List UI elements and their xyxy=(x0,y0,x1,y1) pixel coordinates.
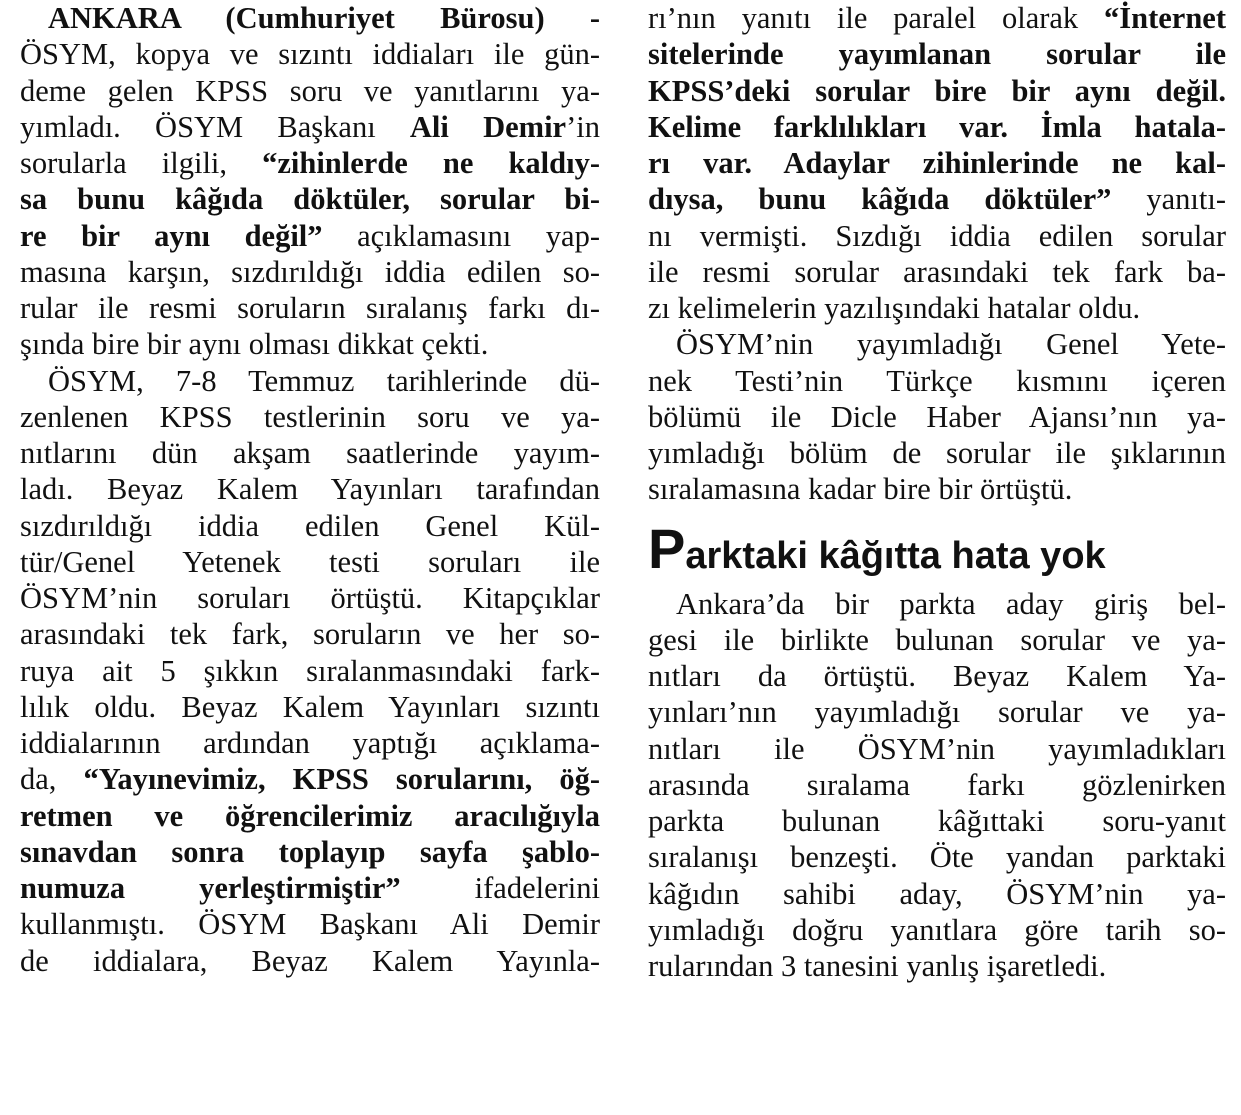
text-segment: ifadelerini xyxy=(400,871,601,905)
bold-text-segment: Ali Demir xyxy=(409,109,567,144)
text-segment: kâğıdın sahibi aday, ÖSYM’nin ya- xyxy=(648,876,1226,911)
text-line xyxy=(648,109,1226,145)
bold-text-segment: rı var. Adaylar zihinlerinde ne kal- xyxy=(648,146,1226,180)
text-segment: ÖSYM’nin yayımladığı Genel Yete- xyxy=(676,327,1226,362)
bold-text-segment: re bir aynı değil” xyxy=(20,218,323,253)
text-line xyxy=(20,254,600,290)
text-line xyxy=(20,36,600,72)
bold-text-segment: numuza yerleştirmiştir” xyxy=(20,871,401,905)
text-line xyxy=(648,0,1226,36)
text-segment: yınları’nın yayımladığı sorular ve ya- xyxy=(648,695,1226,730)
text-line xyxy=(20,653,600,689)
right-column-bottom-text xyxy=(648,586,1226,985)
text-line xyxy=(648,803,1226,839)
text-line xyxy=(20,326,600,362)
text-line xyxy=(20,580,600,616)
text-segment: sızdırıldığı iddia edilen Genel Kül- xyxy=(20,508,600,543)
text-segment: kullanmıştı. ÖSYM Başkanı Ali Demir xyxy=(20,907,600,942)
text-line xyxy=(20,906,600,942)
text-segment: yımladığı bölüm de sorular ile şıklarının xyxy=(648,436,1226,470)
text-line xyxy=(648,658,1226,694)
text-segment: ÖSYM’nin soruları örtüştü. Kitapçıklar xyxy=(20,581,600,615)
text-line xyxy=(20,761,600,797)
subheading-text: arktaki kâğıtta hata yok xyxy=(685,534,1106,577)
text-line xyxy=(20,616,600,652)
text-segment: iddialarının ardından yaptığı açıklama- xyxy=(20,726,600,760)
subheading-initial: P xyxy=(648,516,686,580)
text-segment: nıtlarını dün akşam saatlerinde yayım- xyxy=(20,436,600,470)
text-line xyxy=(20,870,600,906)
text-segment: tür/Genel Yetenek testi soruları ile xyxy=(20,544,600,579)
text-segment: ÖSYM, 7-8 Temmuz tarihlerinde dü- xyxy=(48,363,600,398)
bold-text-segment: Kelime farklılıkları var. İmla hatala- xyxy=(648,109,1226,144)
bold-text-segment: sa bunu kâğıda döktüler, sorular bi- xyxy=(20,182,600,217)
right-column-top-text xyxy=(648,0,1226,508)
text-segment: yımladığı doğru yanıtlara göre tarih so- xyxy=(648,912,1226,947)
text-line xyxy=(648,363,1226,399)
text-segment: Ankara’da bir parkta aday giriş bel- xyxy=(676,586,1226,621)
text-segment: da, xyxy=(20,762,84,797)
text-line xyxy=(648,839,1226,875)
text-line xyxy=(648,471,1226,507)
text-line xyxy=(648,912,1226,948)
text-segment: rularından 3 tanesini yanlış işaretledi. xyxy=(648,949,1107,983)
article-left-column xyxy=(20,0,600,979)
text-line xyxy=(648,218,1226,254)
bold-text-segment: sınavdan sonra toplayıp sayfa şablo- xyxy=(20,834,600,869)
text-segment: nıtları ile ÖSYM’nin yayımladıkları xyxy=(648,731,1226,766)
text-line xyxy=(20,109,600,145)
text-segment: deme gelen KPSS soru ve yanıtlarını ya- xyxy=(20,73,600,108)
text-segment: ÖSYM, kopya ve sızıntı iddiaları ile gün- xyxy=(20,37,600,72)
text-line xyxy=(20,290,600,326)
text-line xyxy=(648,731,1226,767)
bold-text-segment: dıysa, bunu kâğıda döktüler” xyxy=(648,182,1112,217)
text-segment: rı’nın yanıtı ile paralel olarak xyxy=(648,1,1105,35)
text-segment: parkta bulunan kâğıttaki soru-yanıt xyxy=(648,804,1226,838)
bold-text-segment: “zihinlerde ne kaldıy- xyxy=(262,146,600,180)
text-line xyxy=(648,622,1226,658)
text-line xyxy=(20,363,600,399)
text-line xyxy=(648,767,1226,803)
text-line xyxy=(20,0,600,36)
text-segment: ruya ait 5 şıkkın sıralanmasındaki fark- xyxy=(20,653,600,688)
text-line xyxy=(20,181,600,217)
bold-text-segment: “İnternet xyxy=(1104,1,1226,35)
text-segment: rular ile resmi soruların sıralanış farkı dı- xyxy=(20,291,600,325)
text-line xyxy=(20,218,600,254)
text-line xyxy=(20,798,600,834)
text-line xyxy=(648,399,1226,435)
text-segment: sorularla ilgili, xyxy=(20,146,263,180)
bold-text-segment: “Yayınevimiz, KPSS sorularını, öğ- xyxy=(83,762,600,797)
text-line xyxy=(20,399,600,435)
article-right-column xyxy=(648,0,1226,984)
bold-text-segment: retmen ve öğrencilerimiz aracılığıyla xyxy=(20,798,600,833)
text-line xyxy=(648,73,1226,109)
text-line xyxy=(20,725,600,761)
text-segment: yımladı. ÖSYM Başkanı xyxy=(20,109,410,144)
text-line xyxy=(648,36,1226,72)
text-segment: nıtları da örtüştü. Beyaz Kalem Ya- xyxy=(648,659,1226,693)
text-segment: arasındaki tek fark, soruların ve her so- xyxy=(20,617,600,652)
text-segment: arasında sıralama farkı gözlenirken xyxy=(648,767,1226,802)
text-segment: ile resmi sorular arasındaki tek fark ba- xyxy=(648,254,1226,289)
text-line xyxy=(20,508,600,544)
bold-text-segment: sitelerinde yayımlanan sorular ile xyxy=(648,37,1226,72)
text-segment: de iddialara, Beyaz Kalem Yayınla- xyxy=(20,943,600,978)
text-line xyxy=(20,471,600,507)
text-segment: ladı. Beyaz Kalem Yayınları tarafından xyxy=(20,472,600,507)
text-segment: açıklamasını yap- xyxy=(322,218,600,253)
text-line xyxy=(648,326,1226,362)
bold-text-segment: KPSS’deki sorular bire bir aynı değil. xyxy=(648,73,1226,108)
text-segment: nı vermişti. Sızdığı iddia edilen sorular xyxy=(648,218,1226,253)
text-line xyxy=(20,834,600,870)
text-line xyxy=(648,145,1226,181)
text-line xyxy=(20,943,600,979)
text-segment: gesi ile birlikte bulunan sorular ve ya- xyxy=(648,622,1226,657)
subheading xyxy=(648,514,1226,584)
text-segment: ’in xyxy=(566,109,600,144)
text-segment: lılık oldu. Beyaz Kalem Yayınları sızıntı xyxy=(20,689,600,724)
text-segment: sıralanışı benzeşti. Öte yandan parktaki xyxy=(648,840,1226,875)
text-segment: sıralamasına kadar bire bir örtüştü. xyxy=(648,472,1073,507)
text-segment: yanıtı- xyxy=(1111,182,1226,217)
text-line xyxy=(648,948,1226,984)
text-line xyxy=(648,435,1226,471)
text-line xyxy=(648,586,1226,622)
text-line xyxy=(20,145,600,181)
text-line xyxy=(648,876,1226,912)
text-segment: şında bire bir aynı olması dikkat çekti. xyxy=(20,327,489,362)
text-line xyxy=(20,689,600,725)
text-line xyxy=(20,73,600,109)
bold-text-segment: ANKARA (Cumhuriyet Bürosu) - xyxy=(48,1,600,35)
text-line xyxy=(20,544,600,580)
text-segment: zenlenen KPSS testlerinin soru ve ya- xyxy=(20,399,600,434)
text-line xyxy=(648,181,1226,217)
text-segment: bölümü ile Dicle Haber Ajansı’nın ya- xyxy=(648,399,1226,434)
text-line xyxy=(648,290,1226,326)
text-line xyxy=(648,254,1226,290)
text-segment: nek Testi’nin Türkçe kısmını içeren xyxy=(648,363,1226,398)
text-line xyxy=(648,694,1226,730)
text-line xyxy=(20,435,600,471)
text-segment: zı kelimelerin yazılışındaki hatalar oldu. xyxy=(648,291,1141,325)
text-segment: masına karşın, sızdırıldığı iddia edilen so- xyxy=(20,254,600,289)
